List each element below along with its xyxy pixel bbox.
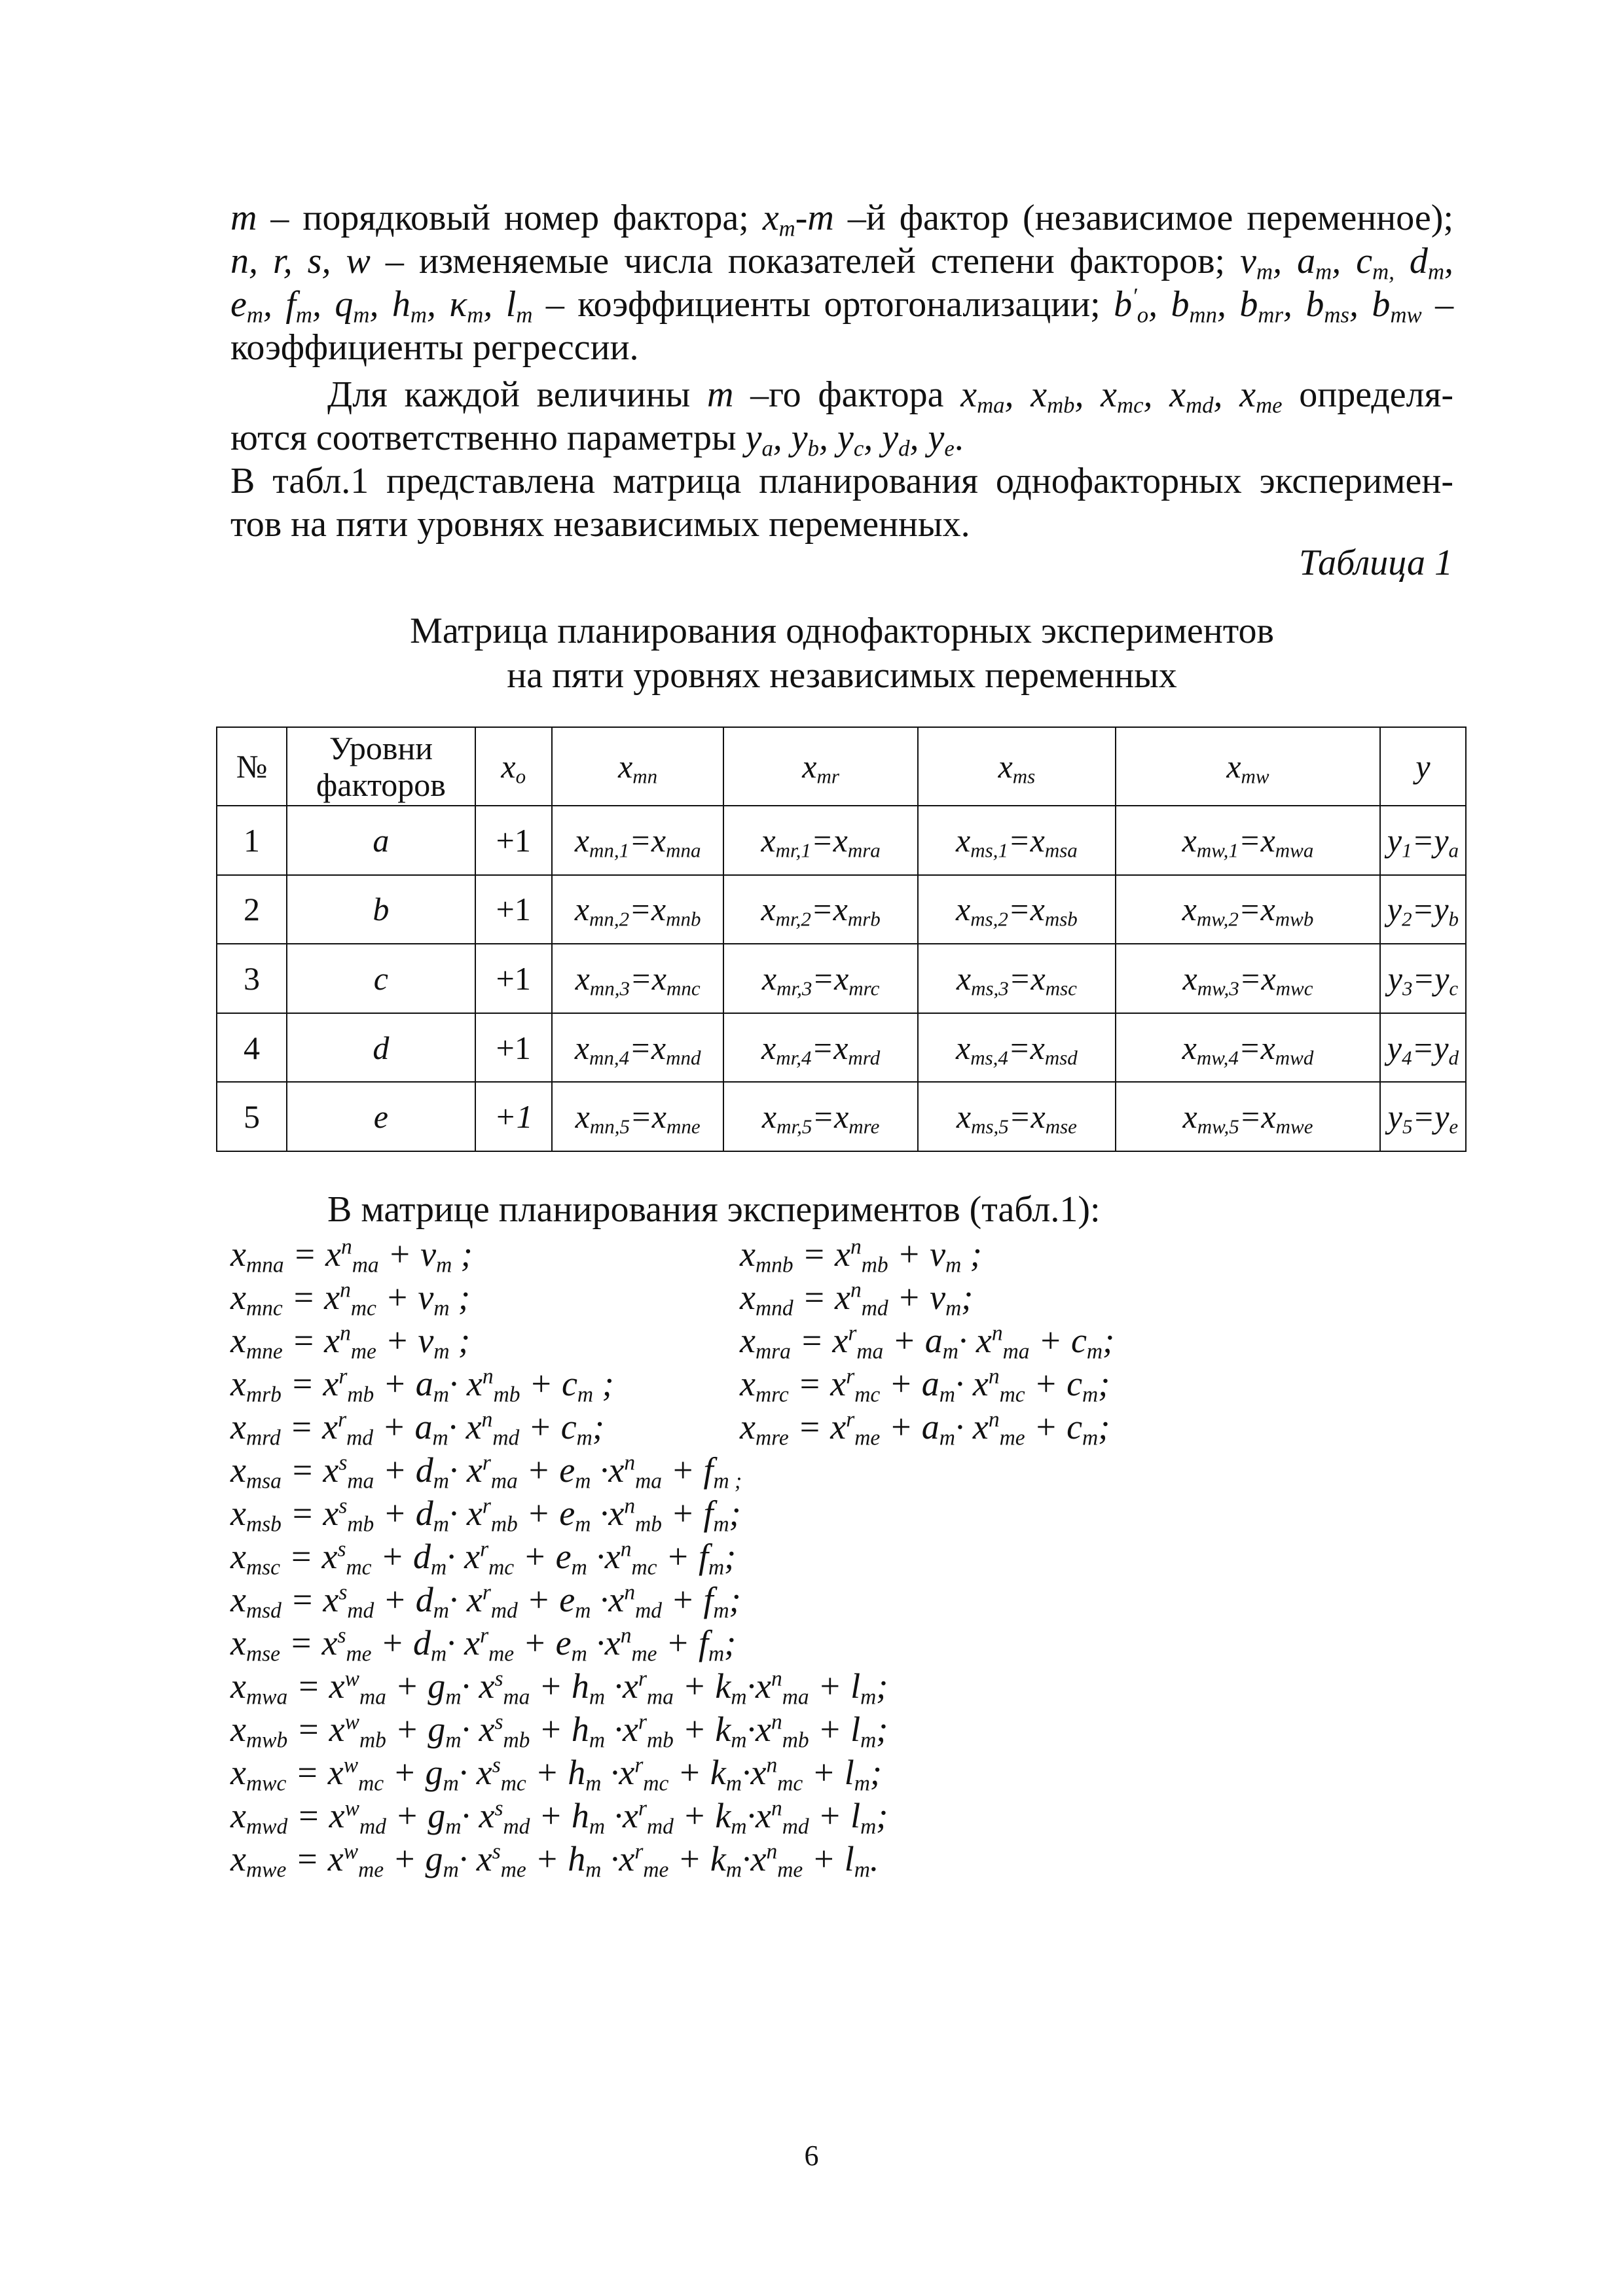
para2-text-c: определя- xyxy=(1282,374,1454,415)
page-number: 6 xyxy=(804,2140,819,2172)
table-title-line-2: на пяти уровнях независимых переменных xyxy=(507,655,1177,696)
table-title-line-1: Матрица планирования однофакторных экспериментов xyxy=(410,611,1274,651)
intro-line-4: коэффициенты регрессии. xyxy=(230,327,639,368)
formula-xmre: $x_{mre} = x^r_{me} + a_m\cdot x^n_{me} + c_m$; xyxy=(740,1407,1110,1450)
row-level: e xyxy=(287,1082,475,1151)
formula-xmrb: $x_{mrb} = x^r_{mb} + a_m\cdot x^n_{mb} + c_m$ ; xyxy=(230,1364,614,1407)
para3-line-2: тов на пяти уровнях независимых переменных. xyxy=(230,504,970,545)
row-num: 2 xyxy=(217,875,287,944)
formula-xmra: $x_{mra} = x^r_{ma} + a_m\cdot x^n_{ma} + c_m$; xyxy=(740,1321,1115,1364)
table-row xyxy=(217,1082,1466,1151)
intro-text-3: – коэффициенты ортогонализации; xyxy=(532,284,1114,325)
row-xo: +1 xyxy=(475,1013,552,1083)
row-xmw: $x_{mw,5}=x_{mwe}$ xyxy=(1116,1082,1380,1151)
row-xmw: $x_{mw,2}=x_{mwb}$ xyxy=(1116,875,1380,944)
row-xms: $x_{ms,5}=x_{mse}$ xyxy=(918,1082,1116,1151)
header-xmr: $x_{mr}$ xyxy=(723,727,917,806)
table-row xyxy=(217,944,1466,1013)
row-xmw: $x_{mw,4}=x_{mwd}$ xyxy=(1116,1013,1380,1083)
para2-text-d: ются соответственно параметры xyxy=(230,418,746,458)
table-caption: Таблица 1 xyxy=(1299,543,1453,583)
formula-xmna: $x_{mna} = x^n_{ma} + v_m$ ; xyxy=(230,1234,473,1278)
formula-xmsa: $x_{msa} = x^s_{ma} + d_m\cdot x^r_{ma} + e_m \cdot x^n_{ma} + f_{m ;}$ xyxy=(230,1450,742,1494)
formula-xmwb: $x_{mwb} = x^w_{mb} + g_m\cdot x^s_{mb} + h_m \cdot x^r_{mb} + k_m\cdot x^n_{mb} + l_m$; xyxy=(230,1710,888,1753)
row-xmr: $x_{mr,4}=x_{mrd}$ xyxy=(723,1013,917,1083)
formula-xmrc: $x_{mrc} = x^r_{mc} + a_m\cdot x^n_{mc} + c_m$; xyxy=(740,1364,1110,1407)
formula-xmsb: $x_{msb} = x^s_{mb} + d_m\cdot x^r_{mb} + e_m \cdot x^n_{mb} + f_m$; xyxy=(230,1494,741,1537)
intro-line-2: n, r, s, w – изменяемые числа показателей степени факторов; $v_m$, $a_m$, $c_{m,}$ $d_m$, xyxy=(230,241,1454,285)
row-num: 5 xyxy=(217,1082,287,1151)
row-xms: $x_{ms,4}=x_{msd}$ xyxy=(918,1013,1116,1083)
formula-xmsc: $x_{msc} = x^s_{mc} + d_m\cdot x^r_{mc} + e_m \cdot x^n_{mc} + f_m$; xyxy=(230,1537,737,1580)
formula-xmse: $x_{mse} = x^s_{me} + d_m\cdot x^r_{me} + e_m \cdot x^n_{me} + f_m$; xyxy=(230,1623,737,1666)
header-num: № xyxy=(217,727,287,806)
formula-xmwa: $x_{mwa} = x^w_{ma} + g_m\cdot x^s_{ma} + h_m \cdot x^r_{ma} + k_m\cdot x^n_{ma} + l_m$; xyxy=(230,1666,888,1710)
para2-line-1: Для каждой величины m –го фактора $x_{ma}$, $x_{mb}$, $x_{mc}$, $x_{md}$, $x_{me}$ определя- xyxy=(327,374,1454,418)
table-header-row xyxy=(217,727,1466,806)
header-xms: $x_{ms}$ xyxy=(918,727,1116,806)
header-xmw: $x_{mw}$ xyxy=(1116,727,1380,806)
intro-text-1a: – порядковый номер фактора; xyxy=(257,198,763,238)
table-row xyxy=(217,875,1466,944)
formula-xmne: $x_{mne} = x^n_{me} + v_m$ ; xyxy=(230,1321,470,1364)
row-xms: $x_{ms,1}=x_{msa}$ xyxy=(918,806,1116,875)
row-y: $y_1=y_a$ xyxy=(1380,806,1466,875)
row-y: $y_4=y_d$ xyxy=(1380,1013,1466,1083)
row-xmr: $x_{mr,5}=x_{mre}$ xyxy=(723,1082,917,1151)
row-xo: +1 xyxy=(475,806,552,875)
row-num: 4 xyxy=(217,1013,287,1083)
formulas-intro: В матрице планирования экспериментов (табл.1): xyxy=(327,1189,1101,1230)
planning-matrix-table xyxy=(216,726,1467,1152)
row-xmn: $x_{mn,4}=x_{mnd}$ xyxy=(552,1013,724,1083)
formula-xmnb: $x_{mnb} = x^n_{mb} + v_m$ ; xyxy=(740,1234,982,1278)
row-xmr: $x_{mr,2}=x_{mrb}$ xyxy=(723,875,917,944)
row-xms: $x_{ms,3}=x_{msc}$ xyxy=(918,944,1116,1013)
row-level: d xyxy=(287,1013,475,1083)
row-level: a xyxy=(287,806,475,875)
para3-line-1: В табл.1 представлена матрица планирования однофакторных эксперимен- xyxy=(230,461,1453,501)
formula-xmwe: $x_{mwe} = x^w_{me} + g_m\cdot x^s_{me} + h_m \cdot x^r_{me} + k_m\cdot x^n_{me} + l_m$. xyxy=(230,1839,879,1882)
formula-xmwd: $x_{mwd} = x^w_{md} + g_m\cdot x^s_{md} + h_m \cdot x^r_{md} + k_m\cdot x^n_{md} + l_m$; xyxy=(230,1796,888,1839)
row-xms: $x_{ms,2}=x_{msb}$ xyxy=(918,875,1116,944)
formula-xmwc: $x_{mwc} = x^w_{mc} + g_m\cdot x^s_{mc} + h_m \cdot x^r_{mc} + k_m\cdot x^n_{mc} + l_m$; xyxy=(230,1753,882,1796)
formula-xmsd: $x_{msd} = x^s_{md} + d_m\cdot x^r_{md} + e_m \cdot x^n_{md} + f_m$; xyxy=(230,1580,741,1623)
formula-xmnd: $x_{mnd} = x^n_{md} + v_m$; xyxy=(740,1278,974,1321)
row-xo: +1 xyxy=(475,944,552,1013)
para2-text-a: Для каждой величины xyxy=(327,374,707,415)
table-row xyxy=(217,806,1466,875)
row-xo: +1 xyxy=(475,875,552,944)
row-y: $y_5=y_e$ xyxy=(1380,1082,1466,1151)
formula-xmrd: $x_{mrd} = x^r_{md} + a_m\cdot x^n_{md} + c_m$; xyxy=(230,1407,604,1450)
intro-text-2: – изменяемые числа показателей степени факторов; xyxy=(370,241,1241,281)
row-xmn: $x_{mn,1}=x_{mna}$ xyxy=(552,806,724,875)
row-xmw: $x_{mw,1}=x_{mwa}$ xyxy=(1116,806,1380,875)
intro-line-3: $e_m$, $f_m$, $q_m$, $h_m$, $\kappa_m$, $l_m$ – коэффициенты ортогонализации; $b'_o$, $b_{mn}$, $b_{mr}$, $b_{ms}$, $b_{mw}$ – xyxy=(230,283,1454,328)
intro-line-1: m – порядковый номер фактора; $x_m-m$ –й фактор (независимое переменное); xyxy=(230,198,1453,242)
header-levels-line1: Уровни xyxy=(329,730,433,766)
formula-xmnc: $x_{mnc} = x^n_{mc} + v_m$ ; xyxy=(230,1278,470,1321)
row-y: $y_2=y_b$ xyxy=(1380,875,1466,944)
header-levels-line2: факторов xyxy=(316,766,446,803)
header-levels xyxy=(287,727,475,806)
intro-text-1b: –й фактор (независимое переменное); xyxy=(833,198,1453,238)
row-xmn: $x_{mn,2}=x_{mnb}$ xyxy=(552,875,724,944)
row-xo: +1 xyxy=(475,1082,552,1151)
header-y: y xyxy=(1380,727,1466,806)
row-xmw: $x_{mw,3}=x_{mwc}$ xyxy=(1116,944,1380,1013)
header-xmn: $x_{mn}$ xyxy=(552,727,724,806)
header-xo: $x_o$ xyxy=(475,727,552,806)
row-xmn: $x_{mn,3}=x_{mnc}$ xyxy=(552,944,724,1013)
table-row xyxy=(217,1013,1466,1083)
row-y: $y_3=y_c$ xyxy=(1380,944,1466,1013)
row-num: 3 xyxy=(217,944,287,1013)
row-num: 1 xyxy=(217,806,287,875)
para2-text-b: –го фактора xyxy=(733,374,961,415)
row-level: b xyxy=(287,875,475,944)
row-xmr: $x_{mr,3}=x_{mrc}$ xyxy=(723,944,917,1013)
row-xmn: $x_{mn,5}=x_{mne}$ xyxy=(552,1082,724,1151)
row-level: c xyxy=(287,944,475,1013)
para2-line-2: ются соответственно параметры $y_a$, $y_b$, $y_c$, $y_d$, $y_e$. xyxy=(230,418,964,461)
row-xmr: $x_{mr,1}=x_{mra}$ xyxy=(723,806,917,875)
